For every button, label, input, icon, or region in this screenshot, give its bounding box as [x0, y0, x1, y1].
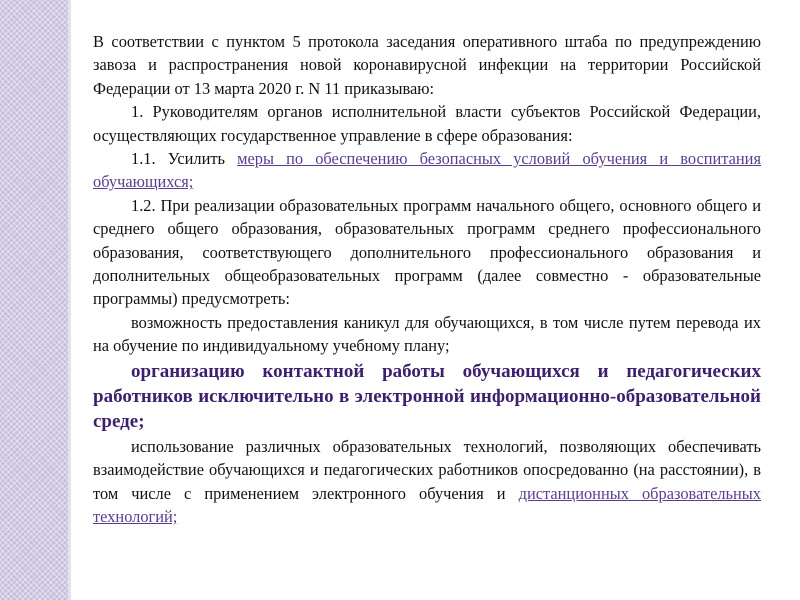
- decorative-side-line: [68, 0, 71, 600]
- item-1-1-prefix: 1.1. Усилить: [131, 149, 238, 169]
- item-1-2-paragraph: 1.2. При реализации образовательных программ начального общего, основного общего и среднего общего образования, образовательных программ среднего профессионального образования, соответствующего дополнительного профессионального образования и дополнительных общеобразовательных программ (далее совместно - образовательные программы) предусмотреть:: [93, 195, 761, 309]
- contact-work-paragraph: организацию контактной работы обучающихся и педагогических работников исключительно в электронной информационно-образовательной среде;: [93, 360, 761, 432]
- intro-paragraph: В соответствии с пунктом 5 протокола заседания оперативного штаба по предупреждению завоза и распространения новой коронавирусной инфекции на территории Российской Федерации от 13 марта 2020 г. N 11 приказываю:: [93, 32, 761, 98]
- decorative-side-strip: [0, 0, 68, 600]
- item-1-paragraph: 1. Руководителям органов исполнительной власти субъектов Российской Федерации, осуществляющих государственное управление в сфере образования:: [93, 102, 761, 145]
- vacation-paragraph: возможность предоставления каникул для обучающихся, в том числе путем перевода их на обучение по индивидуальному учебному плану;: [93, 312, 761, 356]
- distance-technologies-link[interactable]: дистанционных образовательных технологий;: [93, 483, 762, 526]
- document-body: [93, 30, 761, 528]
- item-1-1-paragraph: [93, 147, 761, 194]
- technologies-prefix: использование различных образовательных технологий, позволяющих обеспечивать взаимодействие обучающихся и педагогических работников опосредованно (на расстоянии), в том числе с применением электронного обучения и: [93, 436, 761, 503]
- technologies-paragraph: [93, 435, 761, 529]
- safety-measures-link[interactable]: меры по обеспечению безопасных условий обучения и воспитания обучающихся;: [93, 149, 761, 192]
